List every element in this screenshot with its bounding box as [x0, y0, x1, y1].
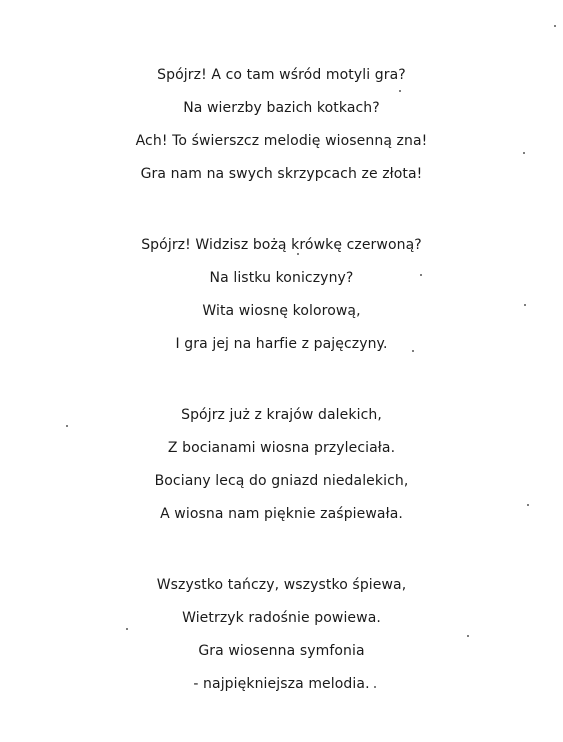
poem-line: Na wierzby bazich kotkach? — [183, 100, 380, 116]
scan-speck — [399, 90, 401, 92]
stanza-1 — [0, 62, 563, 194]
poem-line: Spójrz już z krajów dalekich, — [181, 407, 382, 423]
poem-line: Gra nam na swych skrzypcach ze złota! — [140, 166, 423, 182]
poem-line: Spójrz! Widzisz bożą krówkę czerwoną? — [141, 237, 422, 253]
poem-line: Bociany lecą do gniazd niedalekich, — [154, 473, 409, 489]
poem-line: Spójrz! A co tam wśród motyli gra? — [157, 67, 406, 83]
poem-line: Wszystko tańczy, wszystko śpiewa, — [156, 577, 407, 593]
scan-speck — [527, 504, 529, 506]
poem — [0, 62, 563, 742]
scan-speck — [420, 274, 422, 276]
poem-line: Wita wiosnę kolorową, — [202, 303, 361, 319]
stanza-3 — [0, 402, 563, 534]
poem-line: Na listku koniczyny? — [209, 270, 354, 286]
scan-speck — [412, 350, 414, 352]
scan-speck — [374, 686, 376, 688]
poem-line: Ach! To świerszcz melodię wiosenną zna! — [135, 133, 428, 149]
poem-line: Z bocianami wiosna przyleciała. — [167, 440, 396, 456]
poem-line: Wietrzyk radośnie powiewa. — [182, 610, 381, 626]
scan-speck — [297, 253, 299, 255]
poem-line: I gra jej na harfie z pajęczyny. — [175, 336, 388, 352]
scan-speck — [524, 304, 526, 306]
stanza-2 — [0, 232, 563, 364]
scan-speck — [467, 635, 469, 637]
poem-line: A wiosna nam pięknie zaśpiewała. — [160, 506, 403, 522]
scan-speck — [66, 425, 68, 427]
poem-line: - najpiękniejsza melodia. — [193, 676, 370, 692]
stanza-4 — [0, 572, 563, 704]
poem-line: Gra wiosenna symfonia — [198, 643, 365, 659]
scan-speck — [126, 628, 128, 630]
scan-speck — [523, 152, 525, 154]
scan-speck — [554, 25, 556, 27]
